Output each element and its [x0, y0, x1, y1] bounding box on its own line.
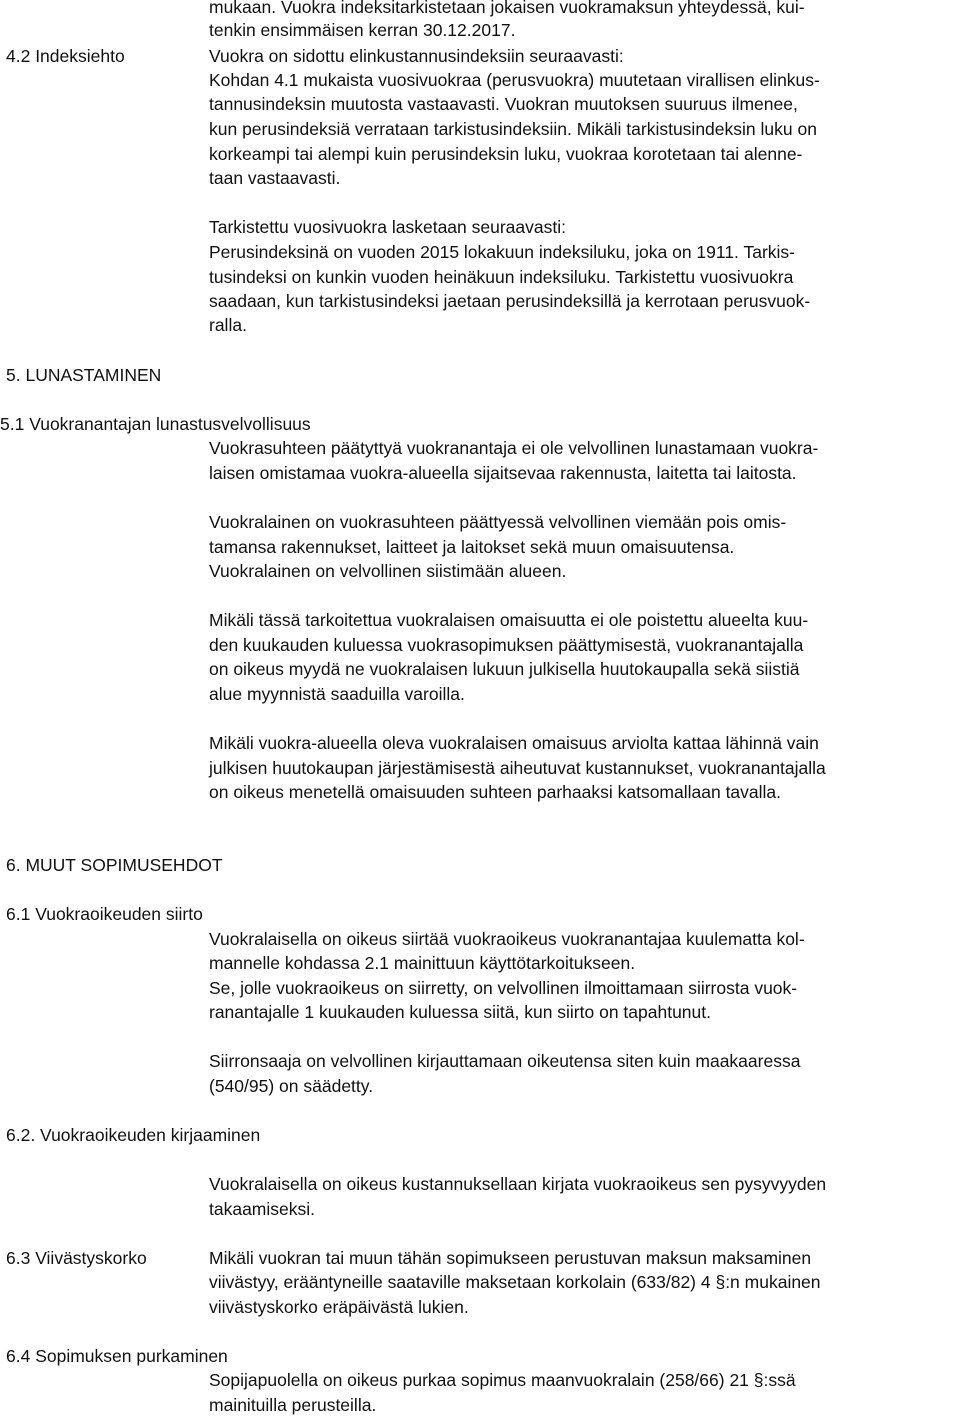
- paragraph-line: alue myynnistä saaduilla varoilla.: [209, 684, 465, 704]
- paragraph-line: viivästyy, erääntyneille saataville maksetaan korkolain (633/82) 4 §:n mukainen: [209, 1272, 821, 1292]
- paragraph-line: on oikeus myydä ne vuokralaisen lukuun julkisella huutokaupalla sekä siistiä: [209, 659, 800, 679]
- paragraph-line: Perusindeksinä on vuoden 2015 lokakuun indeksiluku, joka on 1911. Tarkis-: [209, 242, 795, 262]
- heading-5-1: 5.1 Vuokranantajan lunastusvelvollisuus: [0, 414, 311, 434]
- paragraph-line: tamansa rakennukset, laitteet ja laitokset sekä muun omaisuutensa.: [209, 537, 735, 557]
- paragraph-line: Mikäli vuokra-alueella oleva vuokralaisen omaisuus arviolta kattaa lähinnä vain: [209, 733, 819, 753]
- paragraph-line: takaamiseksi.: [209, 1199, 316, 1219]
- paragraph-line: julkisen huutokaupan järjestämisestä aiheutuvat kustannukset, vuokranantajalla: [209, 758, 826, 778]
- paragraph-line: Vuokra on sidottu elinkustannusindeksiin seuraavasti:: [209, 46, 624, 66]
- intro-line: tenkin ensimmäisen kerran 30.12.2017.: [209, 20, 516, 40]
- paragraph-line: Vuokralainen on vuokrasuhteen päättyessä velvollinen viemään pois omis-: [209, 512, 787, 532]
- paragraph-line: Kohdan 4.1 mukaista vuosivuokraa (perusvuokra) muutetaan virallisen elinkus-: [209, 70, 820, 90]
- paragraph-line: Sopijapuolella on oikeus purkaa sopimus maanvuokralain (258/66) 21 §:ssä: [209, 1370, 796, 1390]
- paragraph-line: Se, jolle vuokraoikeus on siirretty, on velvollinen ilmoittamaan siirrosta vuok-: [209, 978, 798, 998]
- paragraph-line: Tarkistettu vuosivuokra lasketaan seuraavasti:: [209, 217, 566, 237]
- paragraph-line: taan vastaavasti.: [209, 168, 341, 188]
- paragraph-line: mainituilla perusteilla.: [209, 1395, 377, 1415]
- paragraph-line: Vuokralaisella on oikeus kustannuksellaan kirjata vuokraoikeus sen pysyvyyden: [209, 1174, 827, 1194]
- heading-6-4: 6.4 Sopimuksen purkaminen: [6, 1346, 228, 1366]
- paragraph-line: saadaan, kun tarkistusindeksi jaetaan perusindeksillä ja kerrotaan perusvuok-: [209, 291, 811, 311]
- heading-6-1: 6.1 Vuokraoikeuden siirto: [6, 904, 203, 924]
- heading-6: 6. MUUT SOPIMUSEHDOT: [6, 855, 223, 875]
- paragraph-line: Vuokrasuhteen päätyttyä vuokranantaja ei ole velvollinen lunastamaan vuokra-: [209, 438, 819, 458]
- paragraph-line: on oikeus menetellä omaisuuden suhteen parhaaksi katsomallaan tavalla.: [209, 782, 782, 802]
- paragraph-line: Mikäli vuokran tai muun tähän sopimukseen perustuvan maksun maksaminen: [209, 1248, 812, 1268]
- paragraph-line: Vuokralainen on velvollinen siistimään alueen.: [209, 561, 567, 581]
- heading-5: 5. LUNASTAMINEN: [6, 365, 162, 385]
- paragraph-line: tannusindeksin muutosta vastaavasti. Vuokran muutoksen suuruus ilmenee,: [209, 94, 798, 114]
- paragraph-line: ralla.: [209, 315, 247, 335]
- paragraph-line: (540/95) on säädetty.: [209, 1076, 374, 1096]
- paragraph-line: laisen omistamaa vuokra-alueella sijaitsevaa rakennusta, laitetta tai laitosta.: [209, 463, 797, 483]
- intro-line: mukaan. Vuokra indeksitarkistetaan jokaisen vuokramaksun yhteydessä, kui-: [209, 0, 805, 17]
- paragraph-line: tusindeksi on kunkin vuoden heinäkuun indeksiluku. Tarkistettu vuosivuokra: [209, 267, 794, 287]
- paragraph-line: kun perusindeksiä verrataan tarkistusindeksiin. Mikäli tarkistusindeksin luku on: [209, 119, 817, 139]
- heading-6-3: 6.3 Viivästyskorko: [6, 1248, 147, 1268]
- paragraph-line: mannelle kohdassa 2.1 mainittuun käyttötarkoitukseen.: [209, 953, 636, 973]
- paragraph-line: den kuukauden kuluessa vuokrasopimuksen päättymisestä, vuokranantajalla: [209, 635, 804, 655]
- heading-6-2: 6.2. Vuokraoikeuden kirjaaminen: [6, 1125, 261, 1145]
- paragraph-line: ranantajalle 1 kuukauden kuluessa siitä, kun siirto on tapahtunut.: [209, 1002, 711, 1022]
- heading-4-2: 4.2 Indeksiehto: [6, 46, 125, 66]
- paragraph-line: Siirronsaaja on velvollinen kirjauttamaan oikeutensa siten kuin maakaaressa: [209, 1051, 801, 1071]
- paragraph-line: viivästyskorko eräpäivästä lukien.: [209, 1297, 469, 1317]
- paragraph-line: Mikäli tässä tarkoitettua vuokralaisen omaisuutta ei ole poistettu alueelta kuu-: [209, 610, 809, 630]
- paragraph-line: Vuokralaisella on oikeus siirtää vuokraoikeus vuokranantajaa kuulematta kol-: [209, 929, 805, 949]
- paragraph-line: korkeampi tai alempi kuin perusindeksin luku, vuokraa korotetaan tai alenne-: [209, 144, 803, 164]
